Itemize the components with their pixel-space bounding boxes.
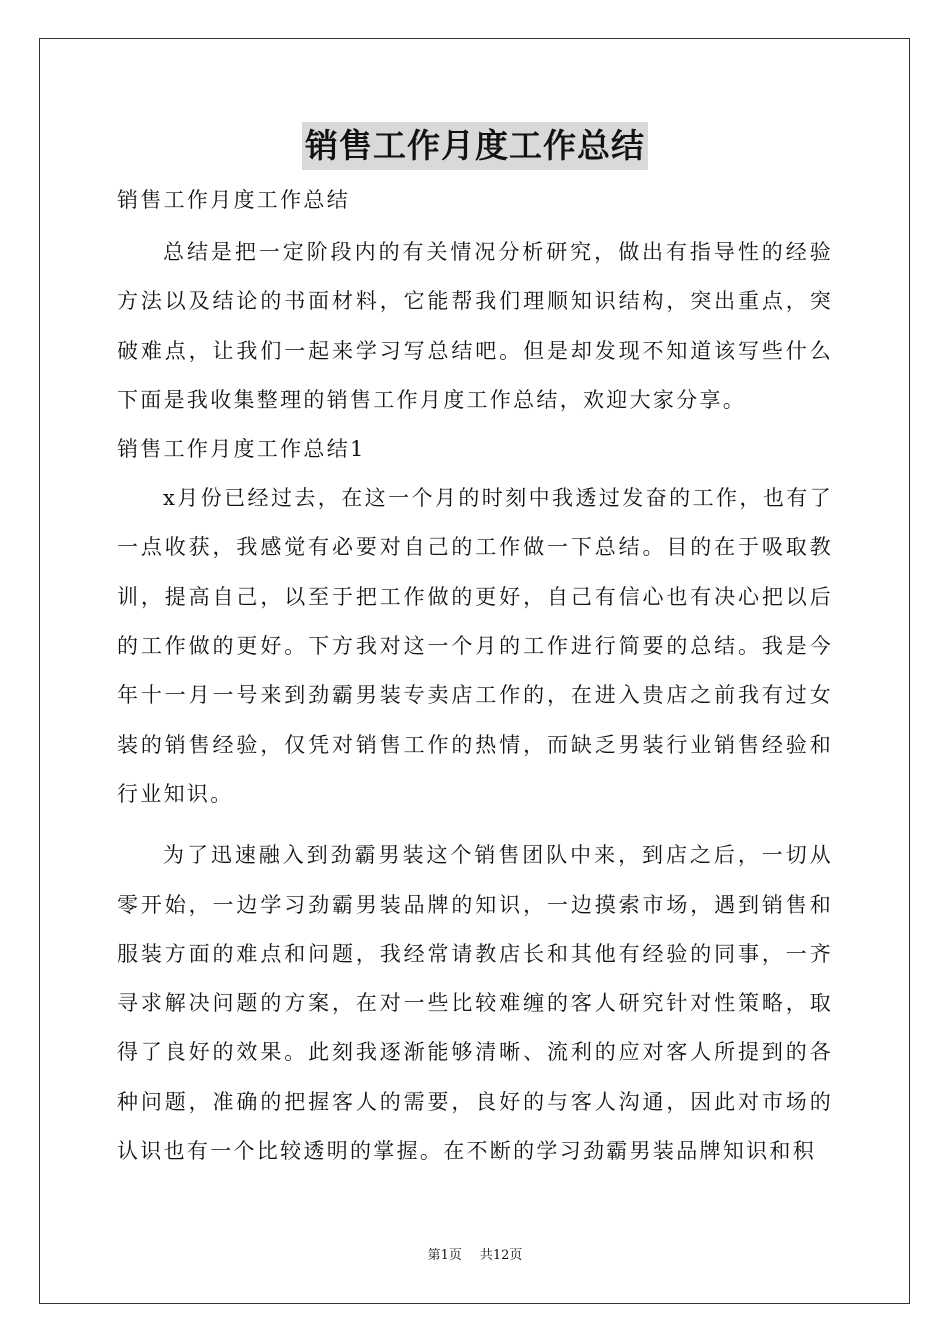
title-wrap <box>0 122 950 170</box>
document-subtitle: 销售工作月度工作总结 <box>117 188 350 212</box>
body-paragraph-2: 为了迅速融入到劲霸男装这个销售团队中来，到店之后，一切从零开始，一边学习劲霸男装品牌的知识，一边摸索市场，遇到销售和服装方面的难点和问题，我经常请教店长和其他有经验的同事，一齐寻求解决问题的方案，在对一些比较难缠的客人研究针对性策略，取得了良好的效果。此刻我逐渐能够清晰、流利的应对客人所提到的各种问题，准确的把握客人的需要，良好的与客人沟通，因此对市场的认识也有一个比较透明的掌握。在不断的学习劲霸男装品牌知识和积 <box>117 843 833 1164</box>
page-footer <box>0 1247 950 1265</box>
document-title: 销售工作月度工作总结 <box>302 122 648 170</box>
intro-paragraph: 总结是把一定阶段内的有关情况分析研究，做出有指导性的经验方法以及结论的书面材料，它能帮我们理顺知识结构，突出重点，突破难点，让我们一起来学习写总结吧。但是却发现不知道该写些什么下面是我收集整理的销售工作月度工作总结，欢迎大家分享。 <box>117 240 833 412</box>
page-number-total: 共12页 <box>479 1248 523 1263</box>
body-paragraph-1: x月份已经过去，在这一个月的时刻中我透过发奋的工作，也有了一点收获，我感觉有必要对自己的工作做一下总结。目的在于吸取教训，提高自己，以至于把工作做的更好，自己有信心也有决心把以后的工作做的更好。下方我对这一个月的工作进行简要的总结。我是今年十一月一号来到劲霸男装专卖店工作的，在进入贵店之前我有过女装的销售经验，仅凭对销售工作的热情，而缺乏男装行业销售经验和行业知识。 <box>117 486 833 806</box>
section-heading: 销售工作月度工作总结1 <box>117 437 366 462</box>
document-body <box>117 178 833 1176</box>
page-number-current: 第1页 <box>427 1248 462 1263</box>
